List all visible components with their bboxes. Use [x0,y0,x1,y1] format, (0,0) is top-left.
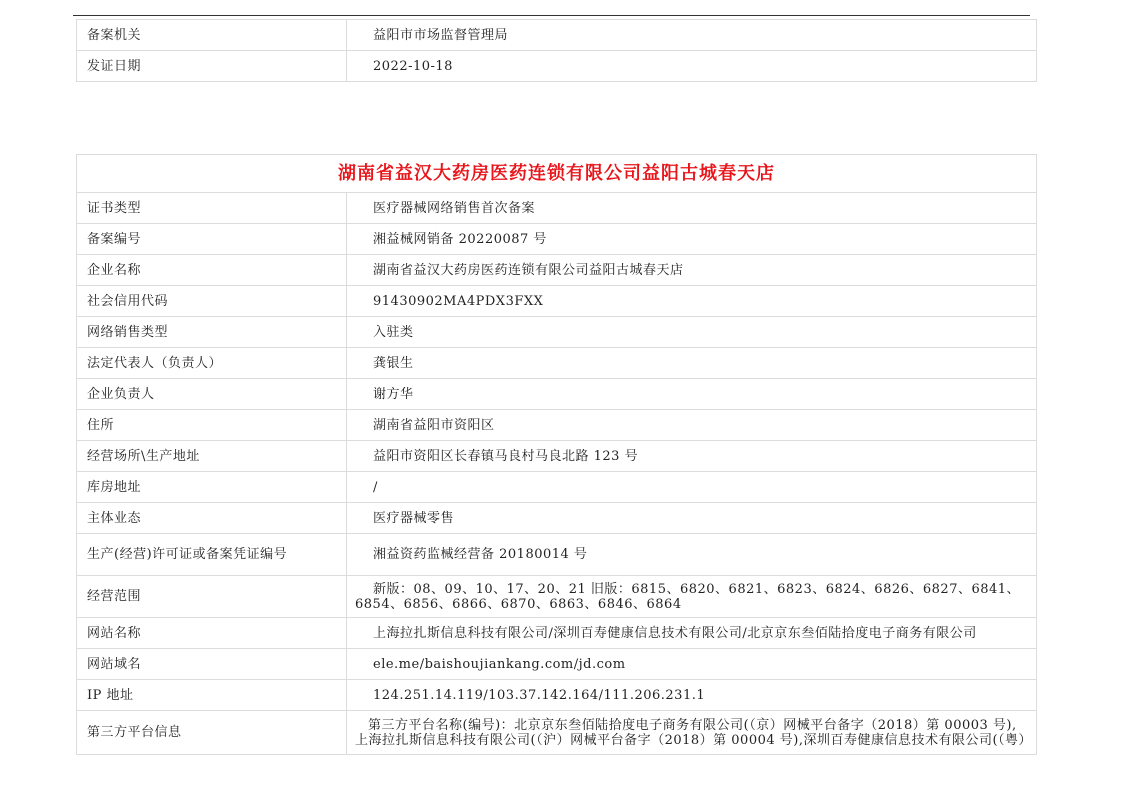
table-row [77,680,1037,711]
table-row [77,649,1037,680]
field-value-credit-code: 91430902MA4PDX3FXX [347,286,1037,317]
field-label-issue-date: 发证日期 [77,51,347,82]
table-row [77,618,1037,649]
title-row [77,155,1037,193]
table-row [77,224,1037,255]
field-value-warehouse-address: / [347,472,1037,503]
table-row [77,410,1037,441]
record-detail-table [76,154,1037,755]
field-value-business-address: 益阳市资阳区长春镇马良村马良北路 123 号 [347,441,1037,472]
table-row [77,379,1037,410]
field-label-business-format: 主体业态 [77,503,347,534]
table-row [77,193,1037,224]
table-row [77,711,1037,755]
field-label-residence: 住所 [77,410,347,441]
table-row [77,348,1037,379]
field-value-certificate-type: 医疗器械网络销售首次备案 [347,193,1037,224]
table-row [77,51,1037,82]
field-label-legal-representative: 法定代表人（负责人） [77,348,347,379]
field-label-third-party-platform: 第三方平台信息 [77,711,347,755]
table-row [77,472,1037,503]
table-row [77,503,1037,534]
field-value-business-scope: 新版：08、09、10、17、20、21 旧版：6815、6820、6821、6823、6824、6826、6827、6841、6854、6856、6866、6870、6863、6846、6864 [347,576,1037,618]
field-value-third-party-platform: 第三方平台名称(编号)：北京京东叁佰陆拾度电子商务有限公司(（京）网械平台备字（2018）第 00003 号),上海拉扎斯信息科技有限公司(（沪）网械平台备字（2018）第 00004 号),深圳百寿健康信息技术有限公司(（粤） [347,711,1037,755]
table-row [77,441,1037,472]
field-label-website-name: 网站名称 [77,618,347,649]
table-row [77,20,1037,51]
field-value-company-name: 湖南省益汉大药房医药连锁有限公司益阳古城春天店 [347,255,1037,286]
table-row [77,534,1037,576]
field-value-website-name: 上海拉扎斯信息科技有限公司/深圳百寿健康信息技术有限公司/北京京东叁佰陆拾度电子商务有限公司 [347,618,1037,649]
field-value-legal-representative: 龚银生 [347,348,1037,379]
field-label-company-head: 企业负责人 [77,379,347,410]
field-label-warehouse-address: 库房地址 [77,472,347,503]
field-label-business-address: 经营场所\生产地址 [77,441,347,472]
filing-info-table [76,19,1037,82]
table-row [77,576,1037,618]
field-value-license-number: 湘益资药监械经营备 20180014 号 [347,534,1037,576]
field-value-filing-authority: 益阳市市场监督管理局 [347,20,1037,51]
top-rule [73,15,1030,16]
field-value-website-domain: ele.me/baishoujiankang.com/jd.com [347,649,1037,680]
field-value-issue-date: 2022-10-18 [347,51,1037,82]
field-label-license-number: 生产(经营)许可证或备案凭证编号 [77,534,347,576]
field-value-sales-type: 入驻类 [347,317,1037,348]
field-label-website-domain: 网站域名 [77,649,347,680]
table-row [77,255,1037,286]
field-value-company-head: 谢方华 [347,379,1037,410]
field-label-company-name: 企业名称 [77,255,347,286]
table-row [77,317,1037,348]
field-label-sales-type: 网络销售类型 [77,317,347,348]
field-label-certificate-type: 证书类型 [77,193,347,224]
record-title: 湖南省益汉大药房医药连锁有限公司益阳古城春天店 [77,155,1037,193]
field-label-credit-code: 社会信用代码 [77,286,347,317]
field-label-filing-authority: 备案机关 [77,20,347,51]
field-label-business-scope: 经营范围 [77,576,347,618]
field-value-business-format: 医疗器械零售 [347,503,1037,534]
table-row [77,286,1037,317]
field-value-filing-number: 湘益械网销备 20220087 号 [347,224,1037,255]
field-value-ip-address: 124.251.14.119/103.37.142.164/111.206.231.1 [347,680,1037,711]
field-value-residence: 湖南省益阳市资阳区 [347,410,1037,441]
field-label-filing-number: 备案编号 [77,224,347,255]
field-label-ip-address: IP 地址 [77,680,347,711]
